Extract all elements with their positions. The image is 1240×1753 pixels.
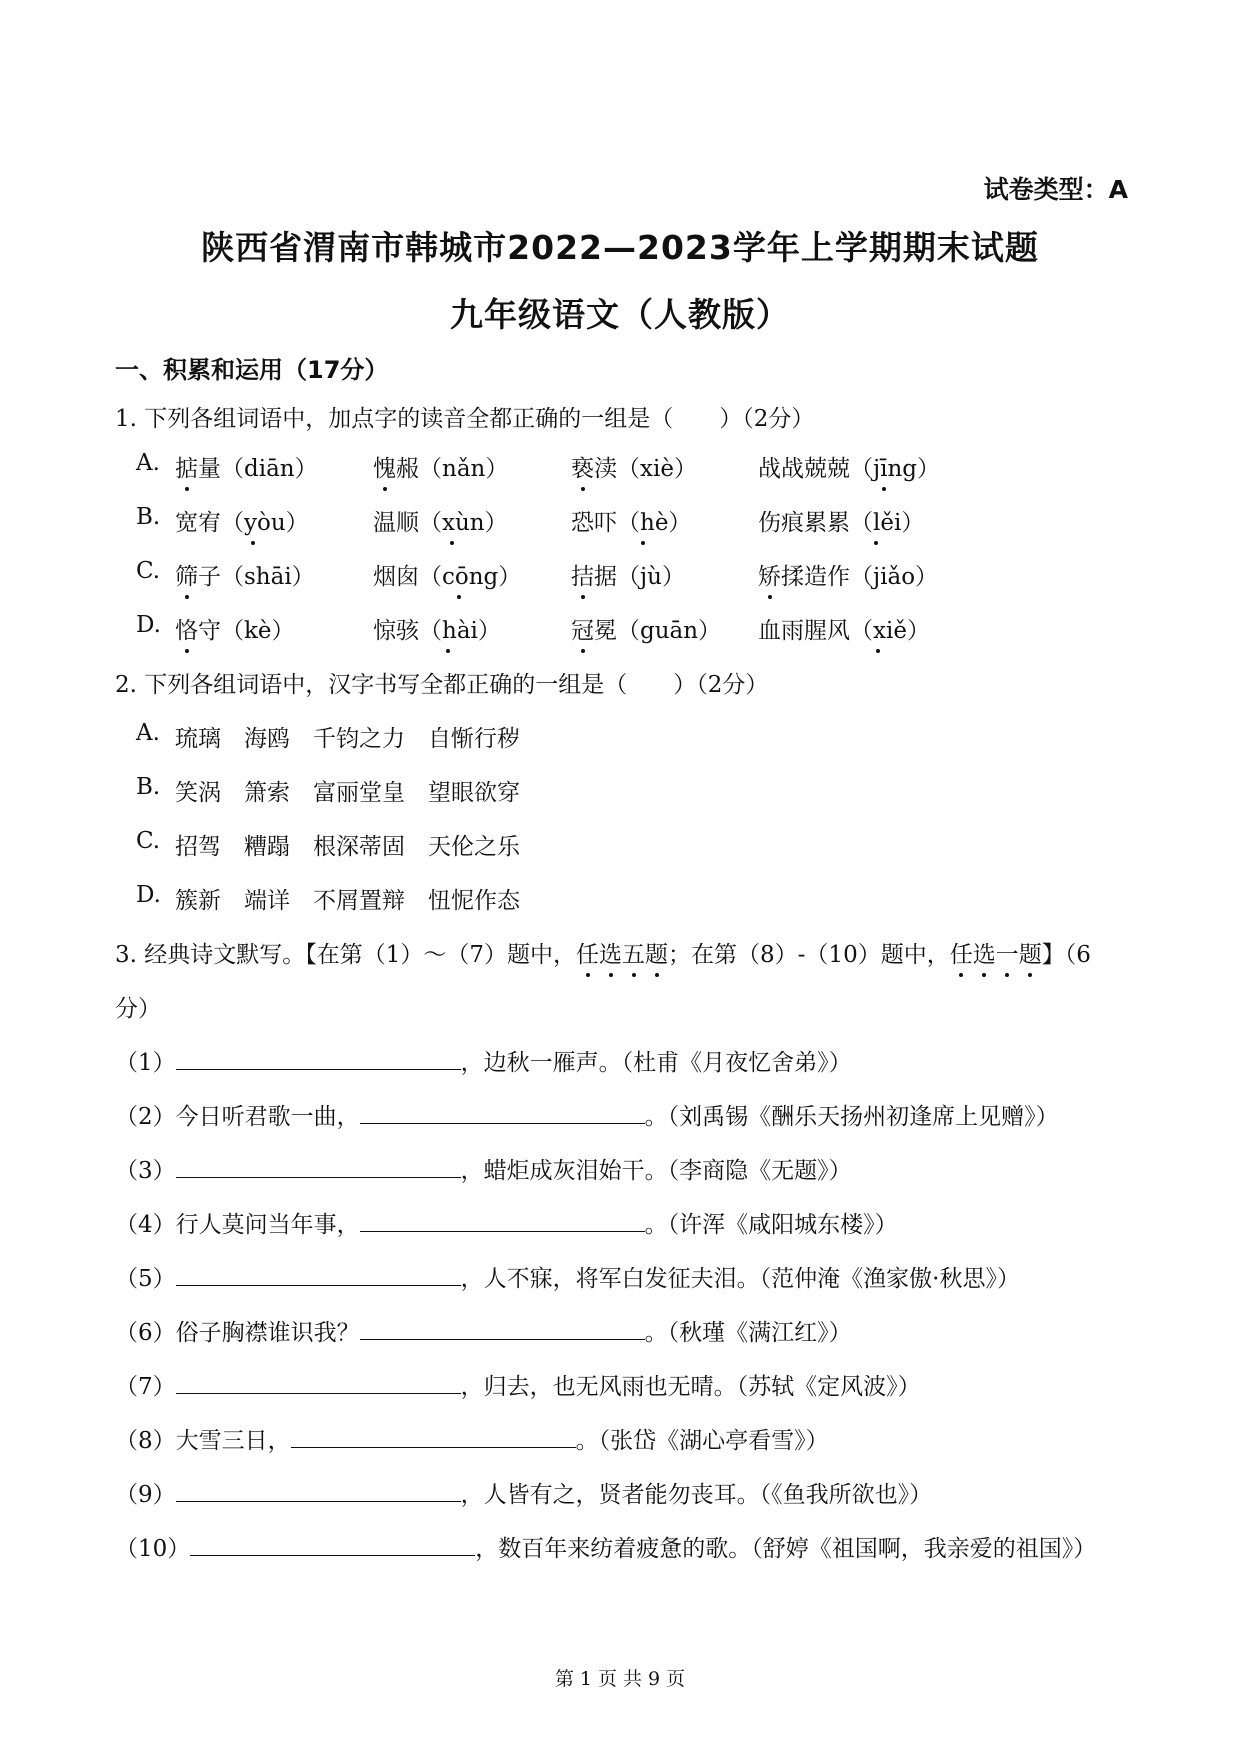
- question-3-stem: 3. 经典诗文默写。【在第（1）～（7）题中，任选五题；在第（8）-（10）题中，任选一题】（6: [115, 936, 1091, 969]
- answer-blank[interactable]: [176, 1047, 461, 1070]
- fill-item: （4）行人莫问当年事， 。（许浑《咸阳城东楼》）: [115, 1206, 898, 1239]
- question-1-stem: 1. 下列各组词语中，加点字的读音全都正确的一组是（ ）（2分）: [115, 406, 815, 432]
- fill-item: （7） ，归去，也无风雨也无晴。（苏轼《定风波》）: [115, 1368, 921, 1401]
- option-item: 伤痕累累（lěi）: [758, 504, 924, 537]
- option-text: 招驾 糟蹋 根深蒂固 天伦之乐: [175, 834, 520, 860]
- option-label: D.: [136, 612, 161, 638]
- exam-type-label: 试卷类型：A: [983, 175, 1128, 204]
- emphasis-choose-one: 任选一题: [950, 942, 1042, 968]
- option-item: 掂量（diān）: [175, 450, 318, 483]
- fill-item: （2）今日听君歌一曲， 。（刘禹锡《酬乐天扬州初逢席上见赠》）: [115, 1098, 1059, 1131]
- option-label: C.: [136, 828, 161, 854]
- option-item: 筛子（shāi）: [175, 558, 315, 591]
- option-label: D.: [136, 882, 161, 908]
- fill-item: （3） ，蜡炬成灰泪始干。（李商隐《无题》）: [115, 1152, 852, 1185]
- answer-blank[interactable]: [176, 1263, 461, 1286]
- option-item: 冠冕（guān）: [571, 612, 721, 645]
- option-text: 琉璃 海鸥 千钧之力 自惭行秽: [175, 726, 520, 752]
- fill-item: （10） ，数百年来纺着疲惫的歌。（舒婷《祖国啊，我亲爱的祖国》）: [115, 1530, 1096, 1563]
- fill-item: （6）俗子胸襟谁识我？ 。（秋瑾《满江红》）: [115, 1314, 852, 1347]
- option-item: 烟囱（cōng）: [373, 558, 521, 591]
- page-number: 第 1 页 共 9 页: [554, 1668, 686, 1690]
- option-label: A.: [136, 720, 160, 746]
- exam-subtitle: 九年级语文（人教版）: [450, 295, 790, 334]
- answer-blank[interactable]: [291, 1425, 576, 1448]
- answer-blank[interactable]: [176, 1371, 461, 1394]
- option-item: 愧赧（nǎn）: [373, 450, 508, 483]
- section-heading: 一、积累和运用（17分）: [115, 356, 389, 384]
- fill-item: （5） ，人不寐，将军白发征夫泪。（范仲淹《渔家傲·秋思》）: [115, 1260, 1020, 1293]
- exam-title: 陕西省渭南市韩城市2022—2023学年上学期期末试题: [201, 228, 1039, 267]
- option-item: 恪守（kè）: [175, 612, 295, 645]
- answer-blank[interactable]: [360, 1101, 645, 1124]
- question-3-stem-cont: 分）: [115, 996, 161, 1022]
- option-item: 战战兢兢（jīng）: [758, 450, 940, 483]
- option-label: A.: [136, 450, 160, 476]
- answer-blank[interactable]: [190, 1533, 475, 1556]
- fill-item: （9） ，人皆有之，贤者能勿丧耳。（《鱼我所欲也》）: [115, 1476, 932, 1509]
- fill-item: （1） ，边秋一雁声。（杜甫《月夜忆舍弟》）: [115, 1044, 852, 1077]
- option-label: B.: [136, 774, 161, 800]
- option-text: 笑涡 箫索 富丽堂皇 望眼欲穿: [175, 780, 520, 806]
- answer-blank[interactable]: [176, 1479, 461, 1502]
- option-item: 矫揉造作（jiǎo）: [758, 558, 938, 591]
- emphasis-choose-five: 任选五题: [576, 942, 668, 968]
- option-item: 恐吓（hè）: [571, 504, 691, 537]
- option-item: 亵渎（xiè）: [571, 450, 697, 483]
- option-label: C.: [136, 558, 161, 584]
- option-item: 拮据（jù）: [571, 558, 685, 591]
- option-label: B.: [136, 504, 161, 530]
- option-item: 温顺（xùn）: [373, 504, 508, 537]
- option-item: 宽宥（yòu）: [175, 504, 309, 537]
- answer-blank[interactable]: [176, 1155, 461, 1178]
- answer-blank[interactable]: [360, 1317, 645, 1340]
- option-item: 血雨腥风（xiě）: [758, 612, 930, 645]
- fill-item: （8）大雪三日， 。（张岱《湖心亭看雪》）: [115, 1422, 829, 1455]
- option-item: 惊骇（hài）: [373, 612, 501, 645]
- question-2-stem: 2. 下列各组词语中，汉字书写全都正确的一组是（ ）（2分）: [115, 672, 769, 698]
- option-text: 簇新 端详 不屑置辩 忸怩作态: [175, 888, 520, 914]
- answer-blank[interactable]: [360, 1209, 645, 1232]
